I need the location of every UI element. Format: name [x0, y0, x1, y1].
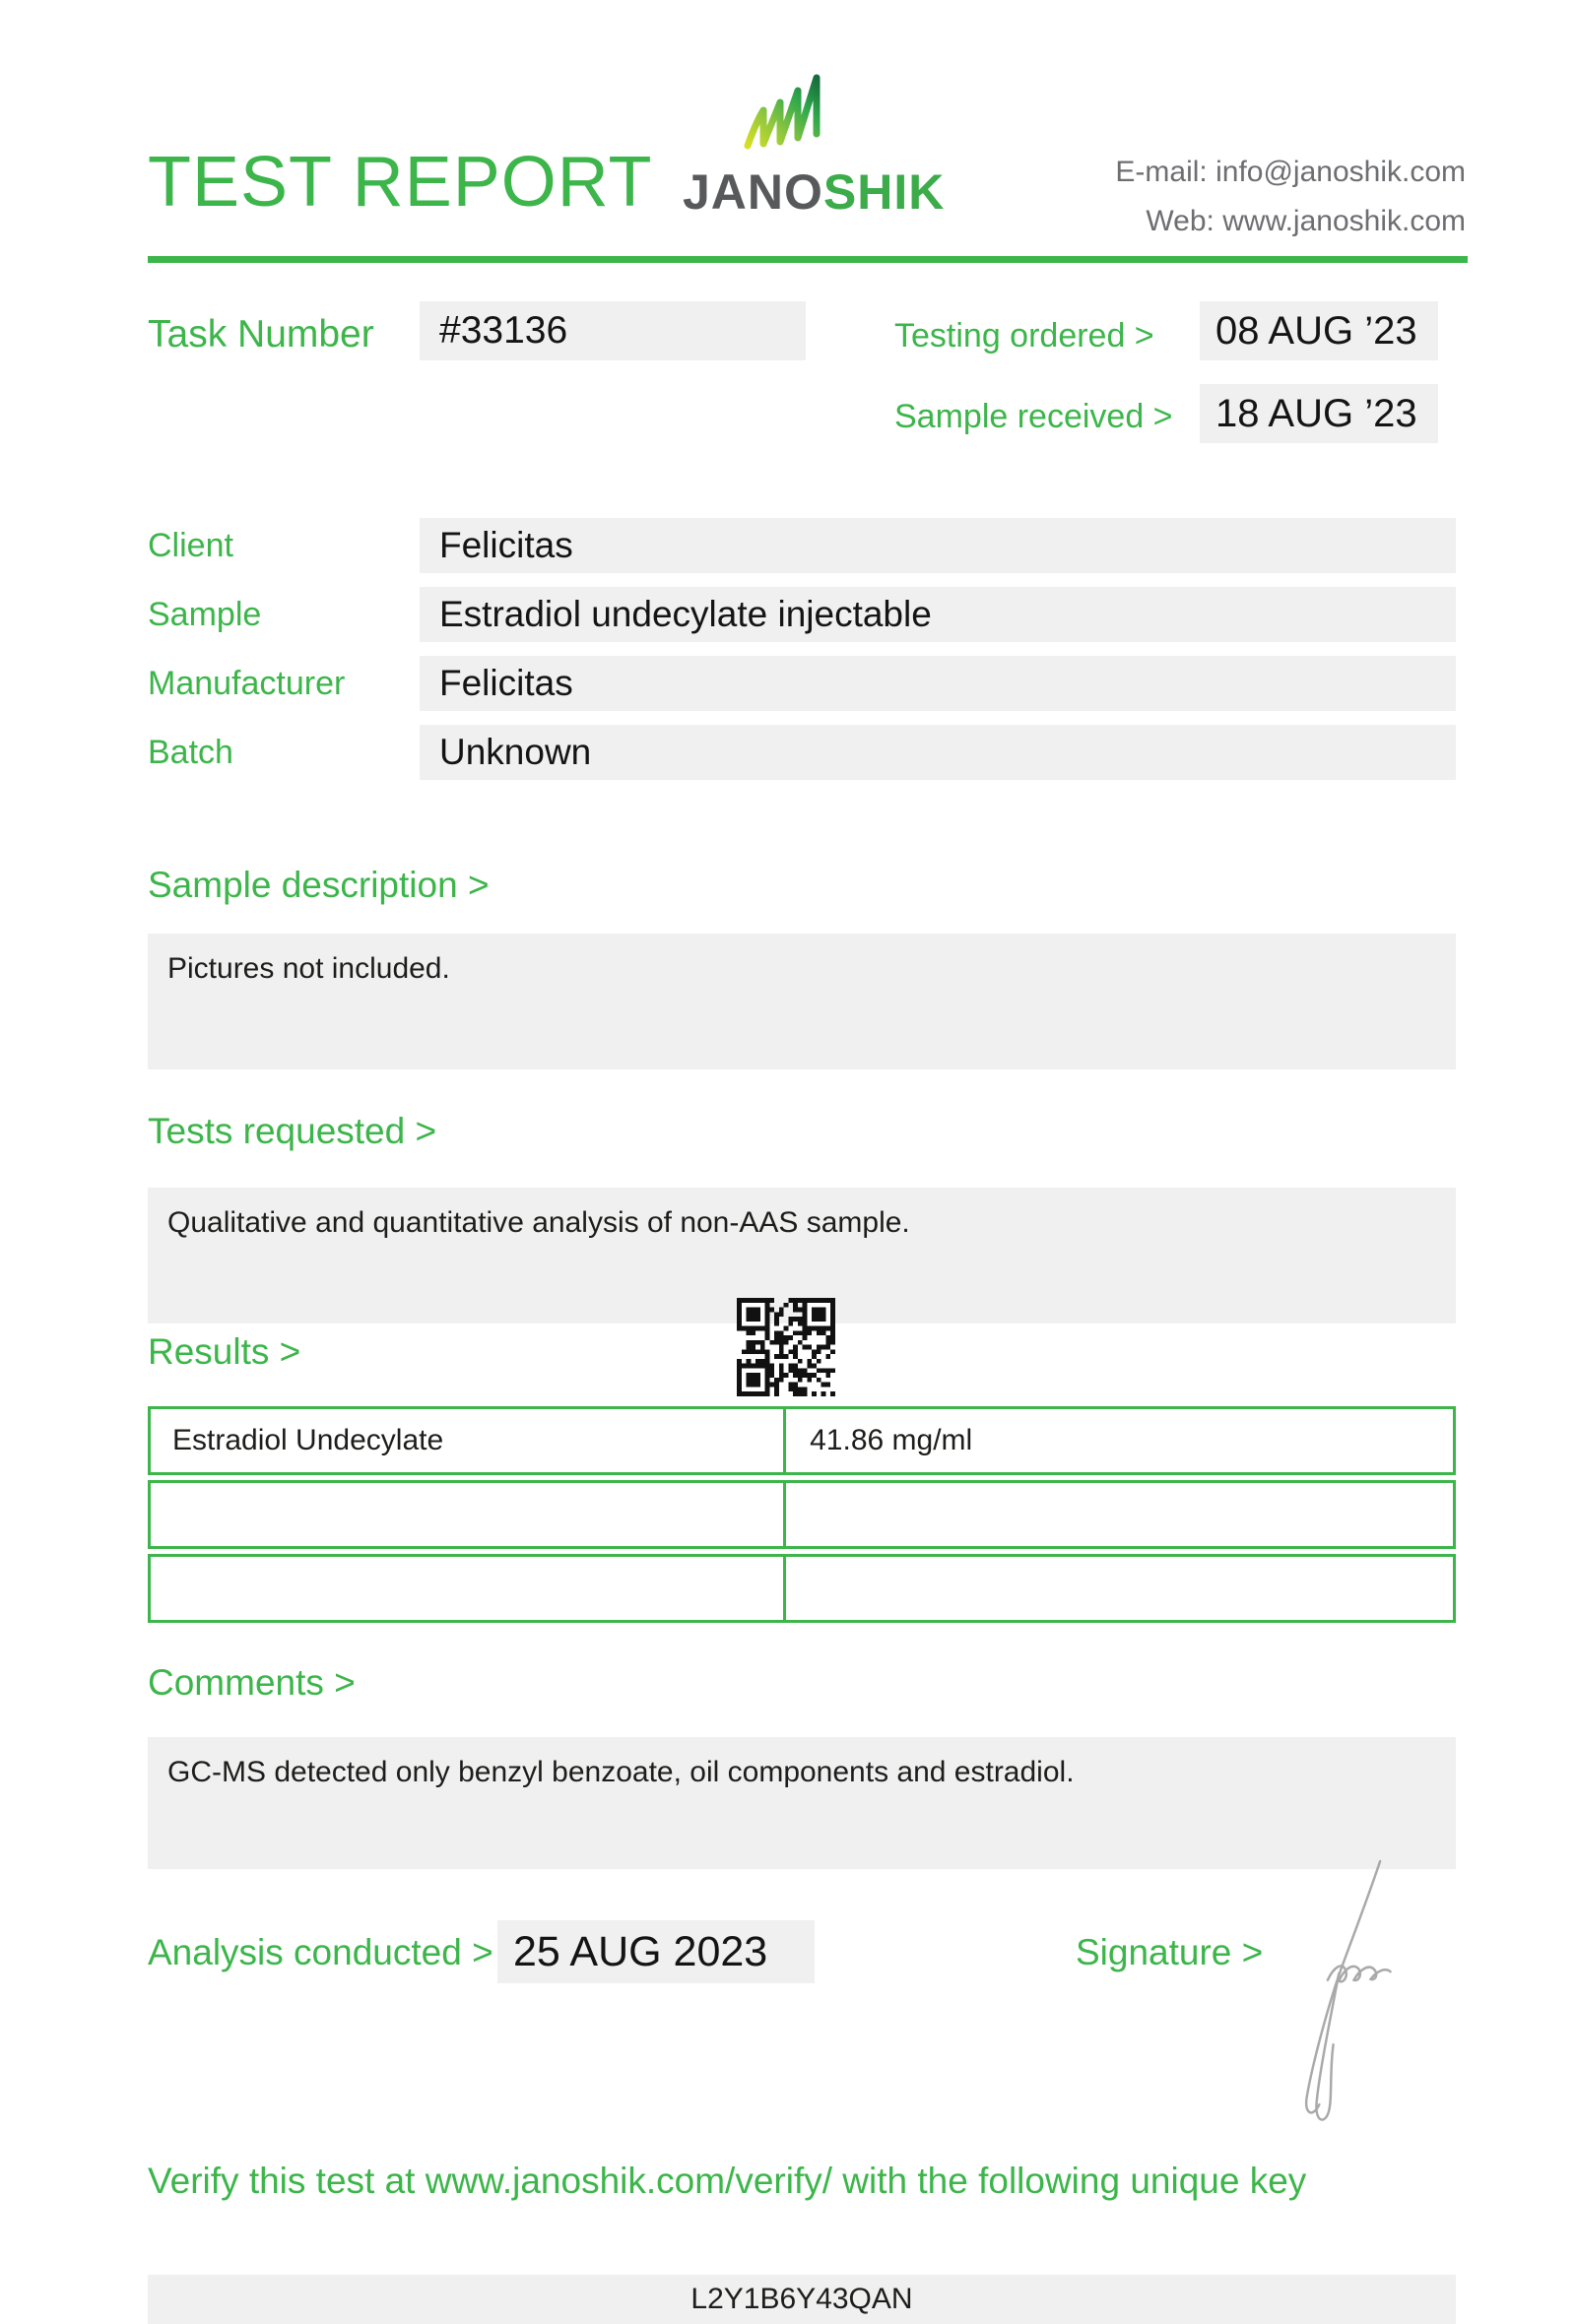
contact-email-line [1115, 148, 1466, 197]
task-number-value: #33136 [420, 301, 806, 360]
result-substance: Estradiol Undecylate [151, 1409, 786, 1472]
result-substance [151, 1483, 786, 1546]
qr-code [737, 1298, 835, 1396]
analysis-date-value: 25 AUG 2023 [497, 1920, 815, 1983]
testing-ordered-label: Testing ordered > [894, 317, 1154, 355]
sample-description-body: Pictures not included. [148, 934, 1456, 1069]
tests-requested-heading: Tests requested > [148, 1111, 437, 1151]
header-divider [148, 256, 1468, 263]
chart-growth-icon [741, 73, 843, 161]
task-number-label: Task Number [148, 313, 374, 355]
table-row [148, 1480, 1456, 1549]
brand-suffix: SHIK [822, 164, 946, 220]
table-row [148, 1554, 1456, 1623]
web-value: www.janoshik.com [1222, 205, 1466, 238]
result-substance [151, 1557, 786, 1620]
testing-ordered-value: 08 AUG ’23 [1200, 301, 1438, 360]
batch-value: Unknown [420, 725, 1456, 780]
manufacturer-value: Felicitas [420, 656, 1456, 711]
brand-prefix: JANO [683, 164, 823, 220]
contact-block [1115, 148, 1466, 247]
manufacturer-label: Manufacturer [148, 665, 346, 702]
signature-label: Signature > [1076, 1932, 1264, 1972]
handwritten-signature [1288, 1853, 1401, 2135]
verify-instruction: Verify this test at www.janoshik.com/verify/ with the following unique key [148, 2161, 1307, 2201]
batch-label: Batch [148, 734, 233, 771]
page-title: TEST REPORT [148, 143, 653, 222]
email-value: info@janoshik.com [1215, 156, 1466, 188]
sample-value: Estradiol undecylate injectable [420, 587, 1456, 642]
results-table [148, 1406, 1456, 1628]
analysis-conducted-label: Analysis conducted > [148, 1932, 493, 1972]
client-value: Felicitas [420, 518, 1456, 573]
contact-web-line [1115, 197, 1466, 246]
comments-body: GC-MS detected only benzyl benzoate, oil components and estradiol. [148, 1737, 1456, 1869]
sample-label: Sample [148, 596, 262, 633]
results-heading: Results > [148, 1331, 301, 1372]
brand-wordmark [683, 164, 946, 220]
unique-key-value: L2Y1B6Y43QAN [148, 2275, 1456, 2324]
client-label: Client [148, 527, 233, 564]
result-concentration: 41.86 mg/ml [810, 1424, 973, 1456]
tests-requested-body: Qualitative and quantitative analysis of non-AAS sample. [148, 1188, 1456, 1323]
sample-received-label: Sample received > [894, 398, 1173, 435]
sample-description-heading: Sample description > [148, 865, 490, 905]
web-label: Web: [1146, 205, 1215, 238]
sample-received-value: 18 AUG ’23 [1200, 384, 1438, 443]
table-row [148, 1406, 1456, 1475]
email-label: E-mail: [1115, 156, 1208, 188]
comments-heading: Comments > [148, 1662, 356, 1703]
result-concentration [786, 1557, 1453, 1620]
result-concentration [786, 1483, 1453, 1546]
